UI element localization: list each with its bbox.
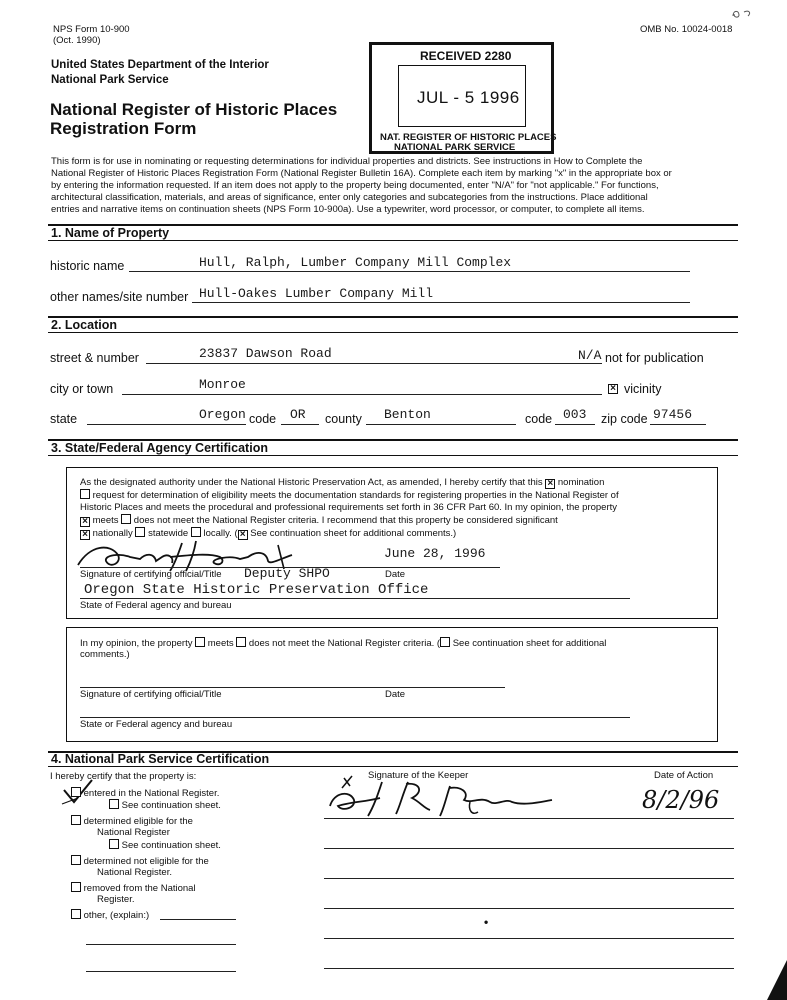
opt-entered-cont xyxy=(109,799,221,811)
not-eligible-label: determined not eligible for the xyxy=(83,856,209,867)
historic-name-line xyxy=(129,271,690,272)
historic-name-label: historic name xyxy=(50,259,125,273)
keeper-line5 xyxy=(324,938,734,939)
opinion-line1 xyxy=(80,637,606,649)
eligible-label: determined eligible for the xyxy=(83,816,193,827)
agency-label: State of Federal agency and bureau xyxy=(80,600,232,611)
street-line xyxy=(146,363,602,364)
state-code-line xyxy=(281,424,319,425)
county-code-label: code xyxy=(525,412,553,426)
vicinity-checkbox[interactable]: × xyxy=(608,384,618,394)
action-date[interactable]: 8/2/96 xyxy=(642,786,720,814)
instructions-line3: by entering the information requested. If an item does not apply to the property being documented, enter "N/A" for "not applicable." For functions, xyxy=(51,180,659,191)
agency-line xyxy=(80,598,630,599)
section2-underline xyxy=(48,332,738,333)
instructions-line2: National Register of Historic Places Registration Form (National Register Bulletin 16A). Complete each item by marking "x" in the appropriate box or xyxy=(51,168,672,179)
opinion-meets-label: meets xyxy=(207,638,234,649)
keeper-signature-label: Signature of the Keeper xyxy=(368,770,469,781)
instructions-line4: architectural classification, materials, and areas of significance, enter only categories and subcategories from the instructions. Place additional xyxy=(51,192,648,203)
street-label: street & number xyxy=(50,351,139,365)
state-label: state xyxy=(50,412,78,426)
section1-underline xyxy=(48,240,738,241)
opt-removed-b: Register. xyxy=(97,894,135,905)
continuation-checkbox[interactable]: × xyxy=(238,530,248,540)
opt-removed xyxy=(71,882,196,894)
agency-value[interactable]: Oregon State Historic Preservation Office xyxy=(84,582,429,598)
eligibility-request-checkbox[interactable] xyxy=(80,489,90,499)
cert-line1 xyxy=(80,477,604,489)
opt-not-eligible-b: National Register. xyxy=(97,867,172,878)
other-names-line xyxy=(192,302,690,303)
other-line1 xyxy=(160,919,236,920)
section1-heading: 1. Name of Property xyxy=(51,226,170,240)
city-label: city or town xyxy=(50,382,114,396)
county-value[interactable]: Benton xyxy=(384,407,431,422)
omb-number: OMB No. 10024-0018 xyxy=(640,24,733,35)
opinion-see-label: See continuation sheet for additional xyxy=(452,638,607,649)
stamp-footer1: NAT. REGISTER OF HISTORIC PLACES xyxy=(380,132,557,143)
date-of-action-label: Date of Action xyxy=(654,770,714,781)
other-line2 xyxy=(86,944,236,945)
cert-date-value[interactable]: June 28, 1996 xyxy=(384,546,486,561)
stray-mark: • xyxy=(484,915,489,929)
corner-triangle xyxy=(763,960,787,1000)
does-not-meet-label: does not meet the National Register criteria. I recommend that this property be considered significant xyxy=(133,515,558,526)
city-line xyxy=(122,394,602,395)
other-checkbox[interactable] xyxy=(71,909,81,919)
cert-line2 xyxy=(80,489,619,501)
section2-heading: 2. Location xyxy=(51,318,117,332)
keeper-line1 xyxy=(324,818,734,819)
nomination-checkbox[interactable]: × xyxy=(545,479,555,489)
stamp-received: RECEIVED 2280 xyxy=(420,49,512,63)
instructions-line5: entries and narrative items on continuation sheets (NPS Form 10-900a). Use a typewriter, word processor, or computer, to complete all items. xyxy=(51,204,645,215)
other-label: other, (explain:) xyxy=(83,910,150,921)
nomination-label: nomination xyxy=(557,477,605,488)
zip-value[interactable]: 97456 xyxy=(653,407,693,422)
entered-cont-label: See continuation sheet. xyxy=(121,800,221,811)
keeper-line4 xyxy=(324,908,734,909)
county-line xyxy=(366,424,516,425)
section2-rule xyxy=(48,316,738,318)
sig2-date-label: Date xyxy=(385,689,406,700)
entered-checkbox[interactable] xyxy=(71,787,81,797)
sig1-title-value[interactable]: Deputy SHPO xyxy=(244,566,330,581)
department-line: United States Department of the Interior xyxy=(51,59,269,71)
nfp-label: not for publication xyxy=(605,351,704,365)
cert-line3: Historic Places and meets the procedural and professional requirements set forth in 36 CFR Part 60. In my opinion, the property xyxy=(80,502,618,513)
opinion-line2: comments.) xyxy=(80,649,130,660)
opinion-not-meet-checkbox[interactable] xyxy=(236,637,246,647)
keeper-line6 xyxy=(324,968,734,969)
city-value[interactable]: Monroe xyxy=(199,377,246,392)
corner-scribble xyxy=(730,6,754,20)
county-label: county xyxy=(325,412,362,426)
section3-underline xyxy=(48,455,738,456)
removed-checkbox[interactable] xyxy=(71,882,81,892)
keeper-signature xyxy=(320,772,560,822)
state-line xyxy=(87,424,246,425)
other-names-label: other names/site number xyxy=(50,290,189,304)
opt-eligible xyxy=(71,815,193,827)
state-value[interactable]: Oregon xyxy=(199,407,246,422)
other-line3 xyxy=(86,971,236,972)
form-date: (Oct. 1990) xyxy=(53,35,101,46)
opt-other xyxy=(71,909,149,921)
county-code-value[interactable]: 003 xyxy=(563,407,587,422)
meets-label: meets xyxy=(92,515,119,526)
received-stamp xyxy=(369,42,557,154)
entered-cont-checkbox[interactable] xyxy=(109,799,119,809)
form-number: NPS Form 10-900 xyxy=(53,24,130,35)
opt-eligible-b: National Register xyxy=(97,827,170,838)
agency2-label: State or Federal agency and bureau xyxy=(80,719,233,730)
opt-eligible-cont xyxy=(109,839,221,851)
street-value[interactable]: 23837 Dawson Road xyxy=(199,346,332,361)
eligible-cont-label: See continuation sheet. xyxy=(121,840,221,851)
agency-line: National Park Service xyxy=(51,74,169,86)
nationally-checkbox[interactable]: × xyxy=(80,530,90,540)
locally-label: locally. ( xyxy=(203,528,238,539)
vicinity-label: vicinity xyxy=(624,382,662,396)
agency2-line xyxy=(80,717,630,718)
not-eligible-checkbox[interactable] xyxy=(71,855,81,865)
historic-name-value[interactable]: Hull, Ralph, Lumber Company Mill Complex xyxy=(199,255,512,270)
opinion-meets-checkbox[interactable] xyxy=(195,637,205,647)
opinion-continuation-checkbox[interactable] xyxy=(440,637,450,647)
cert-line2-text: request for determination of eligibility meets the documentation standards for registering properties in the National Register of xyxy=(92,490,619,501)
stamp-date: JUL - 5 1996 xyxy=(417,88,520,107)
opt-not-eligible xyxy=(71,855,209,867)
section4-underline xyxy=(48,766,738,767)
form-title-line1: National Register of Historic Places xyxy=(50,100,338,119)
state-code-value[interactable]: OR xyxy=(290,407,306,422)
opinion-not-meet-label: does not meet the National Register criteria. ( xyxy=(248,638,441,649)
opt-entered xyxy=(71,787,219,799)
county-code-line xyxy=(555,424,595,425)
continuation-label: See continuation sheet for additional comments.) xyxy=(250,528,457,539)
instructions-line1: This form is for use in nominating or requesting determinations for individual properties and districts. See instructions in How to Complete the xyxy=(51,156,643,167)
keeper-intro: I hereby certify that the property is: xyxy=(50,771,197,782)
cert-line4 xyxy=(80,514,558,527)
other-names-value[interactable]: Hull-Oakes Lumber Company Mill xyxy=(199,286,434,301)
meets-checkbox[interactable]: × xyxy=(80,517,90,527)
nationally-label: nationally xyxy=(92,528,133,539)
removed-label: removed from the National xyxy=(83,883,196,894)
section3-heading: 3. State/Federal Agency Certification xyxy=(51,441,268,455)
stamp-footer2: NATIONAL PARK SERVICE xyxy=(394,142,516,153)
sig1-date-label: Date xyxy=(385,569,406,580)
sig2-label: Signature of certifying official/Title xyxy=(80,689,222,700)
state-code-label: code xyxy=(249,412,277,426)
eligible-cont-checkbox[interactable] xyxy=(109,839,119,849)
stamp-date-box xyxy=(398,65,526,127)
zip-label: zip code xyxy=(601,412,648,426)
keeper-line2 xyxy=(324,848,734,849)
entered-label: entered in the National Register. xyxy=(83,788,220,799)
zip-line xyxy=(650,424,706,425)
sig2-line xyxy=(80,687,505,688)
section4-heading: 4. National Park Service Certification xyxy=(51,752,270,766)
eligible-checkbox[interactable] xyxy=(71,815,81,825)
statewide-label: statewide xyxy=(148,528,189,539)
cert-line1-text: As the designated authority under the National Historic Preservation Act, as amended, I hereby certify that this xyxy=(80,477,543,488)
nfp-value[interactable]: N/A xyxy=(578,348,602,363)
keeper-line3 xyxy=(324,878,734,879)
sig1-label: Signature of certifying official/Title xyxy=(80,569,222,580)
form-title-line2: Registration Form xyxy=(50,119,197,138)
does-not-meet-checkbox[interactable] xyxy=(121,514,131,524)
opinion-text: In my opinion, the property xyxy=(80,638,193,649)
